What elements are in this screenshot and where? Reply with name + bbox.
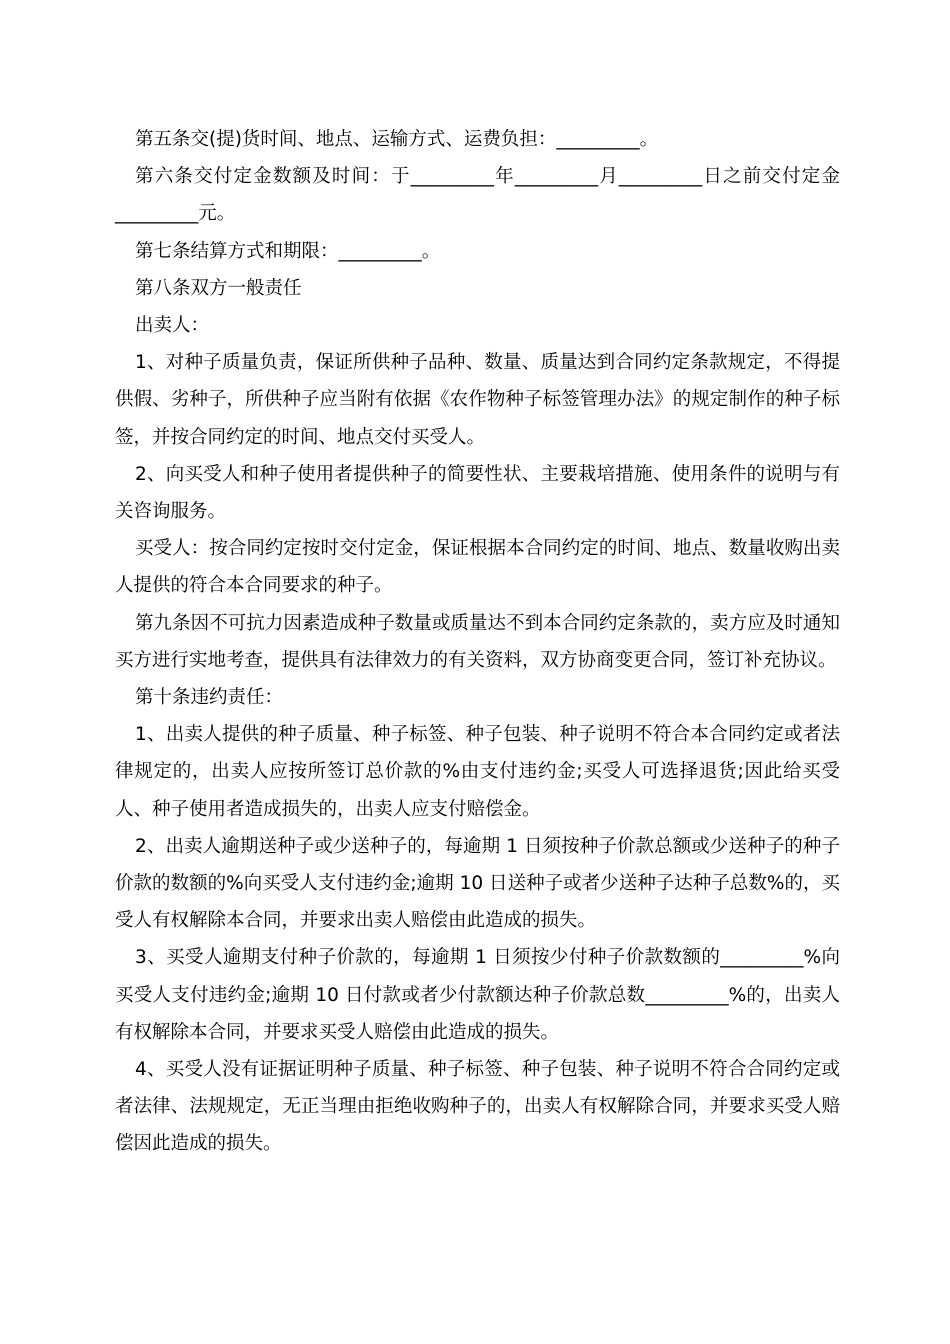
clause-6-deposit: 第六条交付定金数额及时间：于_________年_________月_________日之前交付定金_________元。 xyxy=(115,166,840,225)
buyer-duty: 买受人：按合同约定按时交付定金，保证根据本合同约定的时间、地点、数量收购出卖人提供的符合本合同要求的种子。 xyxy=(115,538,840,597)
liability-item-1: 1、出卖人提供的种子质量、种子标签、种子包装、种子说明不符合本合同约定或者法律规定的，出卖人应按所签订总价款的%由支付违约金;买受人可选择退货;因此给买受人、种子使用者造成损失的，出卖人应支付赔偿金。 xyxy=(115,724,840,820)
liability-item-4: 4、买受人没有证据证明种子质量、种子标签、种子包装、种子说明不符合合同约定或者法律、法规规定，无正当理由拒绝收购种子的，出卖人有权解除合同，并要求买受人赔偿因此造成的损失。 xyxy=(115,1059,840,1155)
seller-duty-2: 2、向买受人和种子使用者提供种子的简要性状、主要栽培措施、使用条件的说明与有关咨询服务。 xyxy=(115,463,840,523)
clause-5-delivery: 第五条交(提)货时间、地点、运输方式、运费负担：_________。 xyxy=(135,129,659,150)
liability-item-3: 3、买受人逾期支付种子价款的，每逾期 1 日须按少付种子价款数额的_________%向买受人支付违约金;逾期 10 日付款或者少付款额达种子价款总数_________%的，出卖人有权解除本合同，并要求买受人赔偿由此造成的损失。 xyxy=(115,947,840,1043)
clause-10-heading: 第十条违约责任： xyxy=(135,687,284,709)
seller-duty-1: 1、对种子质量负责，保证所供种子品种、数量、质量达到合同约定条款规定，不得提供假、劣种子，所供种子应当附有依据《农作物种子标签管理办法》的规定制作的种子标签，并按合同约定的时间、地点交付买受人。 xyxy=(115,352,840,448)
document-body xyxy=(115,121,840,1163)
liability-item-2: 2、出卖人逾期送种子或少送种子的，每逾期 1 日须按种子价款总额或少送种子的种子价款的数额的%向买受人支付违约金;逾期 10 日送种子或者少送种子达种子总数%的，买受人有权解除本合同，并要求出卖人赔偿由此造成的损失。 xyxy=(115,835,840,932)
clause-7-settlement: 第七条结算方式和期限：_________。 xyxy=(135,240,441,262)
clause-8-heading: 第八条双方一般责任 xyxy=(135,277,302,299)
clause-9-force-majeure: 第九条因不可抗力因素造成种子数量或质量达不到本合同约定条款的，卖方应及时通知买方进行实地考查，提供具有法律效力的有关资料，双方协商变更合同，签订补充协议。 xyxy=(115,612,840,671)
seller-heading: 出卖人： xyxy=(135,315,210,337)
